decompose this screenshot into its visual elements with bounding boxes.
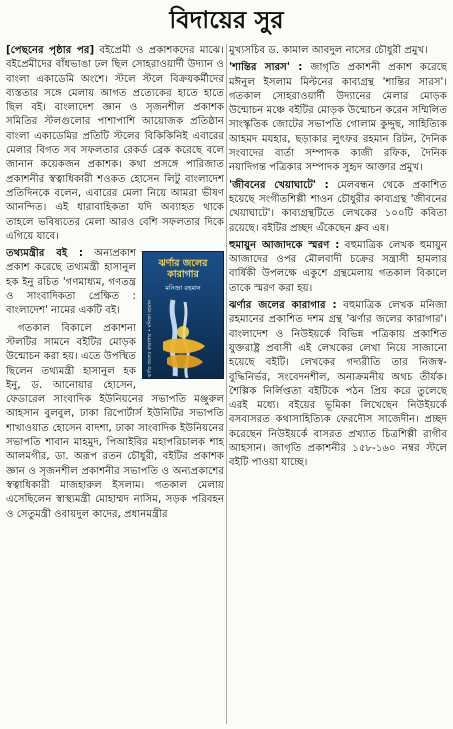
column-divider [226, 44, 227, 724]
paragraph-humayun-azad [229, 239, 447, 296]
book-cover-author: মনিজা রহমান [165, 284, 201, 293]
book-cover-spine: ঝর্ণার জলের কারাগার • মনিজা রহমান [147, 300, 153, 378]
paragraph-text: বহুমাত্রিক লেখক হুমায়ুন আজাদের ওপর মৌলবাদী চক্রের সন্ত্রাসী হামলার বার্ষিকী উপলক্ষে একুশে গ্রন্থমেলায় গতকাল বিকালে তাকে স্মরণ করা হয়। [229, 239, 447, 294]
paragraph-jiboner-kheyaghate [229, 179, 447, 236]
paragraph-text: বহুমাত্রিক লেখক মনিজা রহমানের প্রকাশিত দশম গ্রন্থ 'ঝর্ণার জলের কারাগার'। বাংলাদেশ ও নিউইয়র্কে বিভিন্ন পত্রিকায় প্রকাশিত যুক্তরাষ্ট্র প্রবাসী এই লেখকের লেখা নিয়ে সাজানো হয়েছে বইটি। লেখকের গদ্যরীতি তার নিজস্ব-বুদ্ধিনির্ভর, সংবেদনশীল, অনাক্রমনীয় অথচ তীর্যক। শৈল্পিক নির্লিপ্ততা বইটিকে পঠন প্রিয় করে তুলেছে এরই মধ্যে। বইয়ের ভূমিকা লিখেছেন নিউইয়র্কে বসবাসরত কথাসাহিত্যিক ফেরদৌস সাজেদীন। প্রচ্ছদ করেছেন নিউইয়র্কে বাসরত প্রখ্যাত চিত্রশিল্পী রাগীব আহসান। জাগৃতি প্রকাশনীর ১৫৮-১৬০ নম্বর স্টলে বইটি পাওয়া যাচ্ছে। [229, 300, 447, 469]
paragraph-text: মুখ্যসচিব ড. কামাল আবদুল নাসের চৌধুরী প্রমুখ। [229, 45, 428, 56]
subhead-shantir-saras: 'শান্তির সারস' : [229, 62, 303, 74]
subhead-jiboner-kheyaghate: 'জীবনের খেয়াঘাটে' : [229, 179, 329, 191]
paragraph-text: গতকাল বিকালে প্রকাশনা স্টলটির সামনে বইটির মোড়ক উন্মোচন করা হয়। এতে উপস্থিত ছিলেন তথ্যমন্ত্রী হাসানুল হক ইনু, ড. আনোয়ার হোসেন, ফেডারেল সাংবাদিক ইউনিয়নের সভাপতি মঞ্জুরুল আহসান বুলবুল, ঢাকা রিপোর্টার্স ইউনিটির সভাপতি শাখাওয়াত হোসেন বাদশা, ঢাকা সাংবাদিক ইউনিয়নের সভাপতি শাবান মাহমুদ, পিআইবির মহাপরিচালক শাহ আলমগীর, ডা. অরূপ রতন চৌধুরী, বইটির প্রকাশক জ্ঞান ও সৃজনশীল প্রকাশনীর সভাপতি ও অন্যপ্রকাশের স্বত্বাধিকারী মাজহারুল ইসলাম। গতকাল মেলায় এসেছিলেন স্বাস্থ্যমন্ত্রী মোহাম্মদ নাসিম, সড়ক পরিবহন ও সেতুমন্ত্রী ওবায়দুল কাদের, প্রধানমন্ত্রীর [6, 322, 224, 520]
paragraph-text: জাগৃতি প্রকাশনী প্রকাশ করেছে মঈনুল ইসলাম মিল্টনের কাব্যগ্রন্থ 'শান্তির সারস'। গতকাল সোহরাওয়ার্দী উদ্যানের মেলার মোড়ক উন্মোচন মঞ্চে বইটির মোড়ক উন্মোচন করেন সম্মিলিত সাংস্কৃতিক জোটের সভাপতি গোলাম কুদ্দুছ, সাহিত্যিক আহমদ মযহার, ছড়াকার লুৎফর রহমান রিটন, দৈনিক সংবাদের বার্তা সম্পাদক কাজী রফিক, দৈনিক নয়াদিগন্ত পত্রিকার সম্পাদক সুহৃদ আক্তার প্রমুখ। [229, 62, 447, 174]
subhead-jhornar-joler-karagar: ঝর্ণার জলের কারাগার : [229, 300, 337, 312]
paragraph-text: বইপ্রেমী ও প্রকাশকদের মাঝে। বইপ্রেমীদের বাঁধভাঙা ঢল ছিল সোহরাওয়ার্দী উদ্যান ও বাংলা একাডেমি অংশে। স্টলে স্টলে বিক্রয়কর্মীদের ব্যস্ততার সঙ্গে মেলায় আগত প্রত্যেকের হাতে হাতে ছিল বই। বাংলাদেশ জ্ঞান ও সৃজনশীল প্রকাশক সমিতির স্টলগুলোর পাশাপাশি আয়োজক প্রতিষ্ঠান বাংলা একাডেমির প্রতিটি স্টলের বিকিকিনিই এবারের মেলার বিগত সব সফলতার রেকর্ড ব্রেক করেছে বলে জানান কয়েকজন প্রকাশক। কথা প্রসঙ্গে পারিজাত প্রকাশনীর স্বত্বাধিকারী শওকত হোসেন লিটু বাংলাদেশ প্রতিদিনকে বলেন, এবারের মেলা নিয়ে আমরা ভীষণ আনন্দিত। এই ধারাবাহিকতা যদি অব্যাহত থাকে তাহলে ভবিষ্যতের মেলা আরও বেশি সফলতার দিকে এগিয়ে যাবে। [6, 45, 224, 242]
paragraph-continuation [6, 44, 224, 244]
paragraph-text: অন্যপ্রকাশ প্রকাশ করেছে তথ্যমন্ত্রী হাসানুল হক ইনু রচিত 'গণমাধ্যম, গণতন্ত্র ও সাংবাদিকতা প্রেক্ষিত : বাংলাদেশ' নামের একটি বই। [6, 248, 136, 317]
subhead-humayun-azad: হুমায়ুন আজাদকে স্মরণ : [229, 239, 340, 251]
subhead-minister-book: তথ্যমন্ত্রীর বই : [6, 248, 83, 260]
right-column [229, 44, 447, 724]
book-cover-title: ঝর্ণার জলের কারাগার [158, 258, 208, 281]
book-cover-image [142, 251, 224, 379]
paragraph-shantir-saras [229, 61, 447, 175]
left-column [6, 44, 224, 724]
paragraph-text: মেলবন্ধন থেকে প্রকাশিত হয়েছে সংগীতশিল্পী শাওন চৌধুরীর কাব্যগ্রন্থ 'জীবনের খেয়াঘাটে'। কাব্যগ্রন্থটিতে লেখকের ১০০টি কবিতা রয়েছে। বইটির প্রচ্ছদ এঁকেছেন ধ্রুব এষ। [229, 179, 447, 234]
continuation-marker: [পেছনের পৃষ্ঠার পর] [6, 45, 95, 56]
page-title: বিদায়ের সুর [169, 5, 284, 34]
paragraph-continuation-right [229, 44, 447, 58]
paragraph-jhornar-joler-karagar [229, 299, 447, 471]
